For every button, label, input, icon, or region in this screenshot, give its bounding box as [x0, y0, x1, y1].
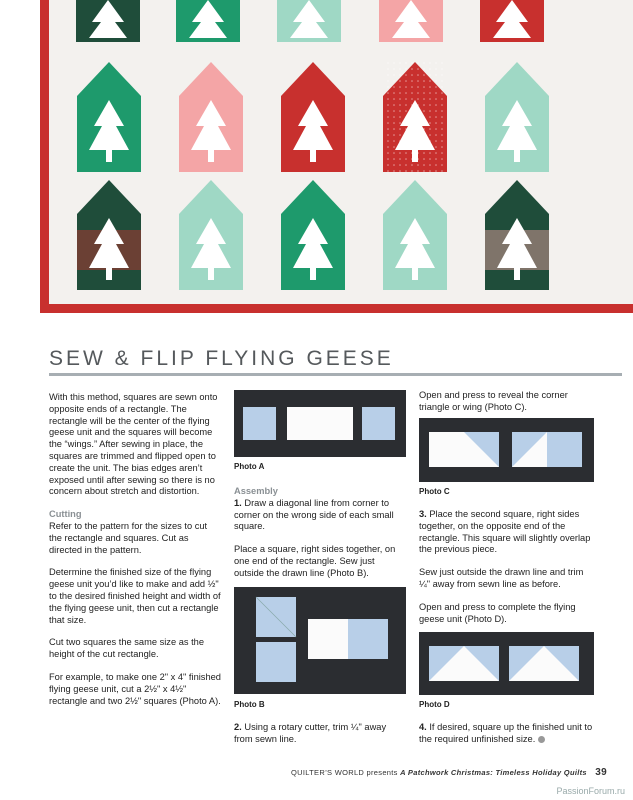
column-2 [234, 486, 406, 591]
book-title: A Patchwork Christmas: Timeless Holiday Quilts [400, 768, 587, 777]
assembly-heading: Assembly [234, 486, 278, 496]
step-1-continued: Place a square, right sides together, on one end of the rectangle. Sew just outside the drawn line (Photo B). [234, 544, 396, 578]
step-2-text: Using a rotary cutter, trim ¼" away from sewn line. [234, 722, 387, 744]
row-top [76, 0, 544, 42]
cutting-paragraph-2: Determine the finished size of the flying geese unit you’d like to make and add ½" to the desired finished height and width of the flying geese unit, then cut a rectangle that size. [49, 567, 221, 625]
step-4-number: 4. [419, 722, 427, 732]
end-mark-icon [538, 736, 545, 743]
photo-b-caption: Photo B [234, 700, 265, 709]
presents-text: presents [366, 768, 398, 777]
column-3-middle [419, 509, 594, 636]
page-number: 39 [595, 767, 607, 778]
photo-d-caption: Photo D [419, 700, 450, 709]
quilt-blocks [49, 0, 633, 304]
step-2-number: 2. [234, 722, 242, 732]
step-2 [234, 722, 406, 757]
intro-paragraph: With this method, squares are sewn onto opposite ends of a rectangle. The rectangle will be the center of the flying geese unit and the squares will become the “wings.” After sewing in place, the squares are trimmed and flipped open to create the unit. The bias edges aren’t exposed until after sewing so there is no concern about stretch and distortion. [49, 392, 218, 497]
row-middle [77, 62, 549, 172]
watermark: PassionForum.ru [556, 786, 625, 796]
step-3-text: Place the second square, right sides together, on the opposite end of the rectangle. This square will slightly overlap the previous piece. [419, 509, 591, 555]
photo-a-caption: Photo A [234, 462, 265, 471]
photo-d [419, 632, 594, 695]
cutting-paragraph-4: For example, to make one 2" x 4" finished flying geese unit, cut a 2½" x 4½" rectangle and two 2½" squares (Photo A). [49, 671, 221, 706]
photo-c [419, 418, 594, 482]
photo-b [234, 587, 406, 694]
open-press-paragraph: Open and press to reveal the corner triangle or wing (Photo C). [419, 390, 568, 412]
complete-unit-paragraph: Open and press to complete the flying geese unit (Photo D). [419, 601, 576, 624]
photo-a [234, 390, 406, 457]
cutting-paragraph-1: Refer to the pattern for the sizes to cut the rectangle and squares. Cut as directed in the pattern. [49, 520, 208, 555]
cutting-heading: Cutting [49, 509, 82, 520]
quilt-photo [40, 0, 633, 313]
page-footer [291, 767, 607, 778]
quilt-background [49, 0, 633, 304]
photo-c-caption: Photo C [419, 487, 450, 496]
step-4 [419, 722, 594, 757]
step-1-number: 1. [234, 497, 242, 508]
row-bottom [77, 180, 549, 290]
brand-name: QUILTER’S WORLD [291, 768, 365, 777]
sew-trim-paragraph: Sew just outside the drawn line and trim ¼" away from sewn line as before. [419, 567, 584, 589]
step-1-text: Draw a diagonal line from corner to corner on the wrong side of each small square. [234, 497, 394, 532]
section-rule [49, 373, 622, 376]
step-3-number: 3. [419, 509, 427, 519]
step-4-text: If desired, square up the finished unit to the required unfinished size. [419, 722, 593, 744]
column-1 [49, 392, 221, 718]
cutting-paragraph-3: Cut two squares the same size as the height of the cut rectangle. [49, 637, 205, 660]
section-title: SEW & FLIP FLYING GEESE [49, 347, 394, 370]
